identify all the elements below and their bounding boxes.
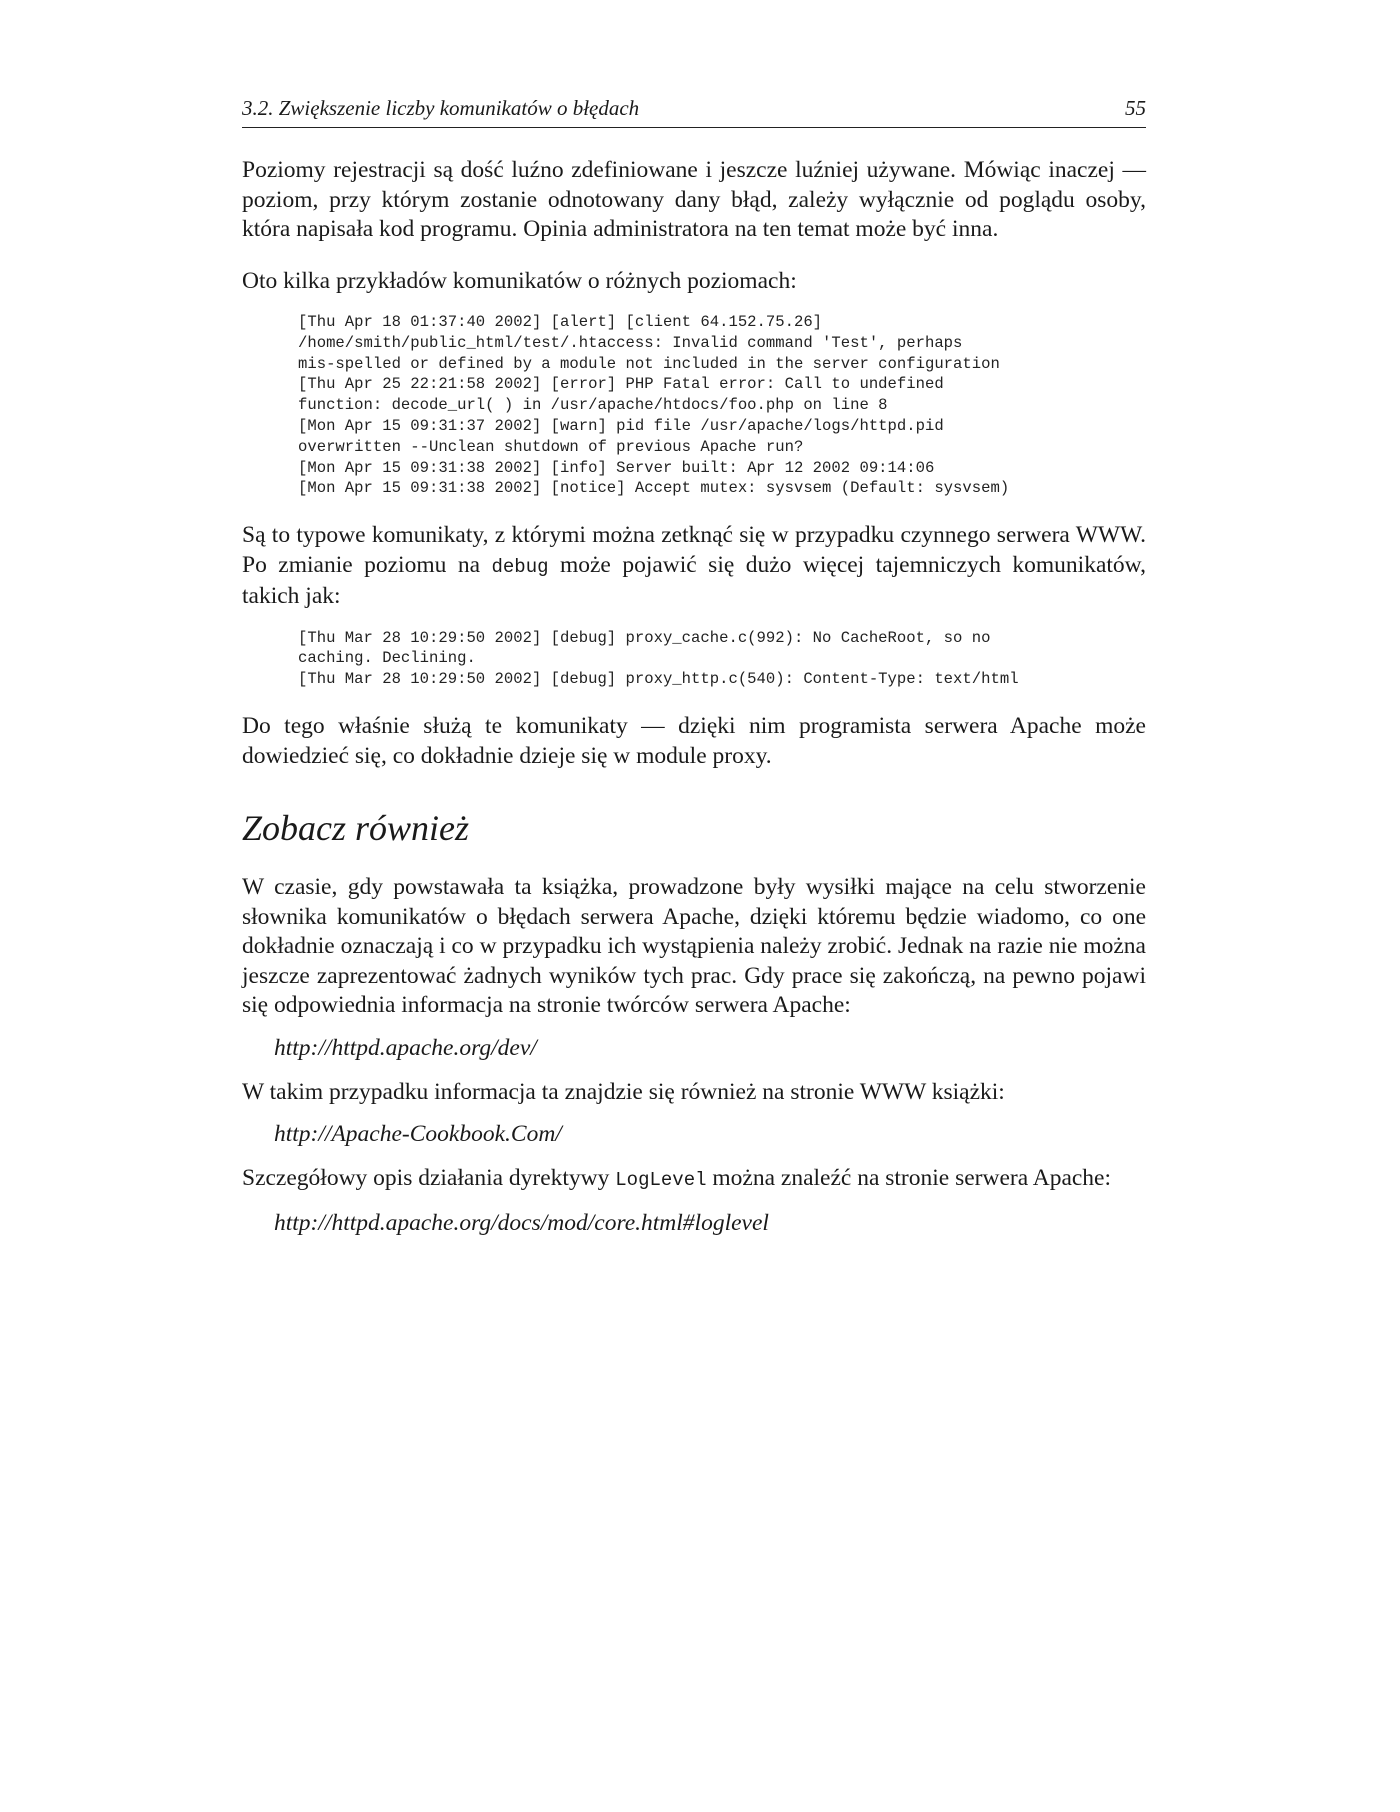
paragraph-dictionary: W czasie, gdy powstawała ta książka, prowadzone były wysiłki mające na celu stworzenie słownika komunikatów o błędach serwera Apache, dzięki któremu będzie wiadomo, co one dokładnie oznaczają i co w przypadku ich wystąpienia należy zrobić. Jednak na razie nie można jeszcze zaprezentować żadnych wyników tych prac. Gdy prace się zakończą, na pewno pojawi się odpowiednia informacja na stronie twórców serwera Apache: — [242, 874, 1146, 1019]
code-line: /home/smith/public_html/test/.htaccess: Invalid command 'Test', perhaps — [298, 333, 963, 352]
paragraph-text: może pojawić się dużo więcej tajemniczych komunikatów, takich jak: — [242, 551, 1146, 610]
paragraph-text: Są to typowe komunikaty, z którymi można zetknąć się w przypadku czynnego serwera WWW. Po zmianie poziomu na — [242, 522, 1146, 578]
header-page-number: 55 — [1125, 96, 1146, 120]
code-block-debug — [298, 628, 1146, 690]
code-line: [Thu Mar 28 10:29:50 2002] [debug] proxy_http.c(540): Content-Type: text/html — [298, 670, 1019, 689]
code-line: caching. Declining. — [298, 649, 476, 668]
inline-code-loglevel: LogLevel — [615, 1169, 707, 1192]
code-block-examples — [298, 312, 1146, 499]
code-line: [Mon Apr 15 09:31:38 2002] [notice] Accept mutex: sysvsem (Default: sysvsem) — [298, 479, 1010, 498]
code-line: overwritten --Unclean shutdown of previous Apache run? — [298, 437, 804, 456]
code-line: [Mon Apr 15 09:31:37 2002] [warn] pid file /usr/apache/logs/httpd.pid — [298, 416, 944, 435]
code-line: [Thu Apr 18 01:37:40 2002] [alert] [client 64.152.75.26] — [298, 313, 823, 331]
paragraph-examples-intro: Oto kilka przykładów komunikatów o różnych poziomach: — [242, 267, 797, 294]
paragraph-typical-messages — [242, 521, 1146, 612]
link-loglevel-docs[interactable]: http://httpd.apache.org/docs/mod/core.html#loglevel — [274, 1209, 769, 1236]
code-line: [Mon Apr 15 09:31:38 2002] [info] Server built: Apr 12 2002 09:14:06 — [298, 458, 935, 477]
paragraph-log-levels: Poziomy rejestracji są dość luźno zdefiniowane i jeszcze luźniej używane. Mówiąc inaczej — poziom, przy którym zostanie odnotowany dany błąd, zależy wyłącznie od poglądu osoby, która napisała kod programu. Opinia administratora na ten temat może być inna. — [242, 157, 1146, 242]
header-section-title: 3.2. Zwiększenie liczby komunikatów o błędach — [242, 96, 640, 120]
paragraph-text: można znaleźć na stronie serwera Apache: — [706, 1165, 1112, 1192]
paragraph-proxy-module: Do tego właśnie służą te komunikaty — dzięki nim programista serwera Apache może dowiedzieć się, co dokładnie dzieje się w module proxy. — [242, 713, 1146, 769]
paragraph-text: Szczegółowy opis działania dyrektywy — [242, 1165, 616, 1192]
paragraph-book-site: W takim przypadku informacja ta znajdzie się również na stronie WWW książki: — [242, 1078, 1005, 1105]
section-heading: Zobacz również — [242, 808, 470, 849]
page — [242, 96, 1146, 1237]
link-apache-dev[interactable]: http://httpd.apache.org/dev/ — [274, 1034, 537, 1061]
inline-code-debug: debug — [491, 555, 549, 578]
link-cookbook[interactable]: http://Apache-Cookbook.Com/ — [274, 1121, 562, 1148]
code-line: [Thu Mar 28 10:29:50 2002] [debug] proxy_cache.c(992): No CacheRoot, so no — [298, 628, 991, 647]
running-header — [242, 96, 1146, 128]
code-line: [Thu Apr 25 22:21:58 2002] [error] PHP Fatal error: Call to undefined — [298, 375, 944, 394]
code-line: function: decode_url( ) in /usr/apache/htdocs/foo.php on line 8 — [298, 396, 888, 415]
paragraph-loglevel — [242, 1164, 1146, 1196]
code-line: mis-spelled or defined by a module not included in the server configuration — [298, 354, 1000, 373]
